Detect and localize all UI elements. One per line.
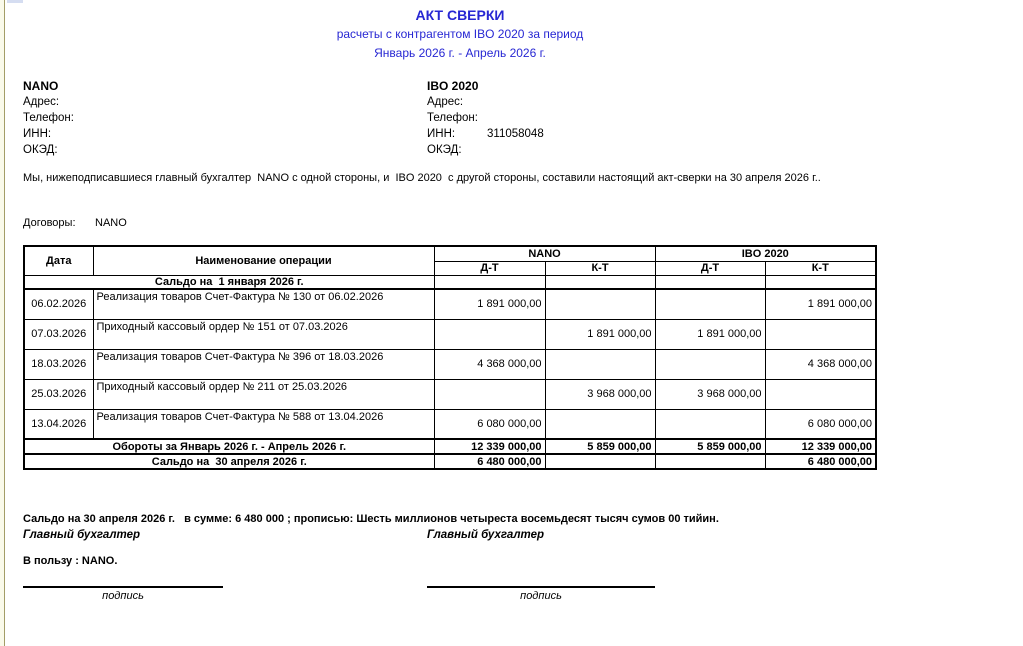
row-ibo-credit: 1 891 000,00 <box>765 289 876 319</box>
closing-nano-debit: 6 480 000,00 <box>434 454 545 469</box>
col-header-nano-debit: Д-Т <box>434 261 545 275</box>
table-row <box>24 379 876 409</box>
reconciliation-table <box>23 245 877 470</box>
signature-block-left <box>23 529 223 602</box>
party-right-inn-row <box>427 126 807 142</box>
preamble-text: Мы, нижеподписавшиеся главный бухгалтер NANO с одной стороны, и IBO 2020 с другой стороны, составили настоящий акт-сверки на 30 апреля 2026 г.. <box>23 172 821 184</box>
table-row <box>24 319 876 349</box>
row-ibo-credit <box>765 379 876 409</box>
row-nano-credit <box>545 349 655 379</box>
row-ibo-debit: 3 968 000,00 <box>655 379 765 409</box>
phone-label: Телефон: <box>427 112 478 124</box>
report-title: АКТ СВЕРКИ <box>415 7 505 23</box>
turnover-ibo-debit: 5 859 000,00 <box>655 439 765 454</box>
opening-balance-row <box>24 275 876 289</box>
turnover-label: Обороты за Январь 2026 г. - Апрель 2026 г. <box>24 439 434 454</box>
row-nano-credit: 3 968 000,00 <box>545 379 655 409</box>
opening-ibo-debit <box>655 275 765 289</box>
opening-nano-credit <box>545 275 655 289</box>
row-date: 25.03.2026 <box>24 379 93 409</box>
row-nano-credit: 1 891 000,00 <box>545 319 655 349</box>
row-nano-debit: 6 080 000,00 <box>434 409 545 439</box>
oked-label: ОКЭД: <box>427 144 462 156</box>
party-left <box>23 78 403 158</box>
row-nano-credit <box>545 409 655 439</box>
turnover-ibo-credit: 12 339 000,00 <box>765 439 876 454</box>
signature-block-right <box>427 529 655 602</box>
turnover-nano-credit: 5 859 000,00 <box>545 439 655 454</box>
closing-nano-credit <box>545 454 655 469</box>
row-ibo-debit <box>655 349 765 379</box>
contracts-row <box>23 217 127 229</box>
contracts-value: NANO <box>95 217 127 229</box>
row-date: 13.04.2026 <box>24 409 93 439</box>
row-date: 07.03.2026 <box>24 319 93 349</box>
col-header-operation: Наименование операции <box>93 246 434 275</box>
inn-label: ИНН: <box>23 128 52 140</box>
opening-balance-label: Сальдо на 1 января 2026 г. <box>24 275 434 289</box>
row-date: 18.03.2026 <box>24 349 93 379</box>
inn-label: ИНН: <box>427 128 456 140</box>
col-header-ibo-credit: К-Т <box>765 261 876 275</box>
col-header-nano-credit: К-Т <box>545 261 655 275</box>
closing-ibo-credit: 6 480 000,00 <box>765 454 876 469</box>
party-right-address-row <box>427 94 807 110</box>
closing-ibo-debit <box>655 454 765 469</box>
report-subtitle-line-1: расчеты с контрагентом IBO 2020 за период <box>336 27 584 41</box>
table-row <box>24 289 876 319</box>
row-ibo-debit <box>655 289 765 319</box>
oked-label: ОКЭД: <box>23 144 58 156</box>
row-ibo-debit: 1 891 000,00 <box>655 319 765 349</box>
party-left-name: NANO <box>23 79 59 93</box>
row-nano-debit: 1 891 000,00 <box>434 289 545 319</box>
row-operation: Приходный кассовый ордер № 151 от 07.03.2026 <box>93 319 434 349</box>
party-left-inn-row <box>23 126 403 142</box>
in-favor-of: В пользу : NANO. <box>23 555 118 567</box>
phone-label: Телефон: <box>23 112 74 124</box>
signature-role: Главный бухгалтер <box>427 529 545 541</box>
row-ibo-credit: 6 080 000,00 <box>765 409 876 439</box>
signature-caption: подпись <box>520 590 562 602</box>
party-right-oked-row <box>427 142 807 158</box>
row-operation: Реализация товаров Счет-Фактура № 396 от 18.03.2026 <box>93 349 434 379</box>
closing-balance-summary: Сальдо на 30 апреля 2026 г. в сумме: 6 480 000 ; прописью: Шесть миллионов четыреста восемьдесят тысяч сумов 00 тийин. <box>23 513 719 525</box>
table-row <box>24 349 876 379</box>
signature-line <box>23 586 223 588</box>
contracts-label: Договоры: <box>23 217 76 229</box>
party-left-address-row <box>23 94 403 110</box>
signature-caption: подпись <box>102 590 144 602</box>
party-left-oked-row <box>23 142 403 158</box>
row-date: 06.02.2026 <box>24 289 93 319</box>
turnover-totals-row <box>24 439 876 454</box>
row-nano-debit <box>434 379 545 409</box>
report-subtitle-line-2: Январь 2026 г. - Апрель 2026 г. <box>374 46 546 60</box>
row-nano-debit <box>434 319 545 349</box>
party-right-name: IBO 2020 <box>427 79 479 93</box>
turnover-nano-debit: 12 339 000,00 <box>434 439 545 454</box>
group-header-nano: NANO <box>434 246 655 261</box>
closing-balance-label: Сальдо на 30 апреля 2026 г. <box>24 454 434 469</box>
row-ibo-credit: 4 368 000,00 <box>765 349 876 379</box>
closing-balance-row <box>24 454 876 469</box>
inn-value: 311058048 <box>487 128 544 140</box>
group-header-ibo: IBO 2020 <box>655 246 876 261</box>
row-operation: Приходный кассовый ордер № 211 от 25.03.2026 <box>93 379 434 409</box>
col-header-ibo-debit: Д-Т <box>655 261 765 275</box>
row-nano-credit <box>545 289 655 319</box>
party-right-phone-row <box>427 110 807 126</box>
row-ibo-debit <box>655 409 765 439</box>
address-label: Адрес: <box>427 96 464 108</box>
row-ibo-credit <box>765 319 876 349</box>
opening-nano-debit <box>434 275 545 289</box>
row-operation: Реализация товаров Счет-Фактура № 130 от 06.02.2026 <box>93 289 434 319</box>
col-header-date: Дата <box>24 246 93 275</box>
opening-ibo-credit <box>765 275 876 289</box>
party-left-phone-row <box>23 110 403 126</box>
table-row <box>24 409 876 439</box>
party-right <box>427 78 807 158</box>
signature-line <box>427 586 655 588</box>
signature-role: Главный бухгалтер <box>23 529 141 541</box>
row-operation: Реализация товаров Счет-Фактура № 588 от 13.04.2026 <box>93 409 434 439</box>
report-header <box>0 6 920 63</box>
row-nano-debit: 4 368 000,00 <box>434 349 545 379</box>
address-label: Адрес: <box>23 96 60 108</box>
